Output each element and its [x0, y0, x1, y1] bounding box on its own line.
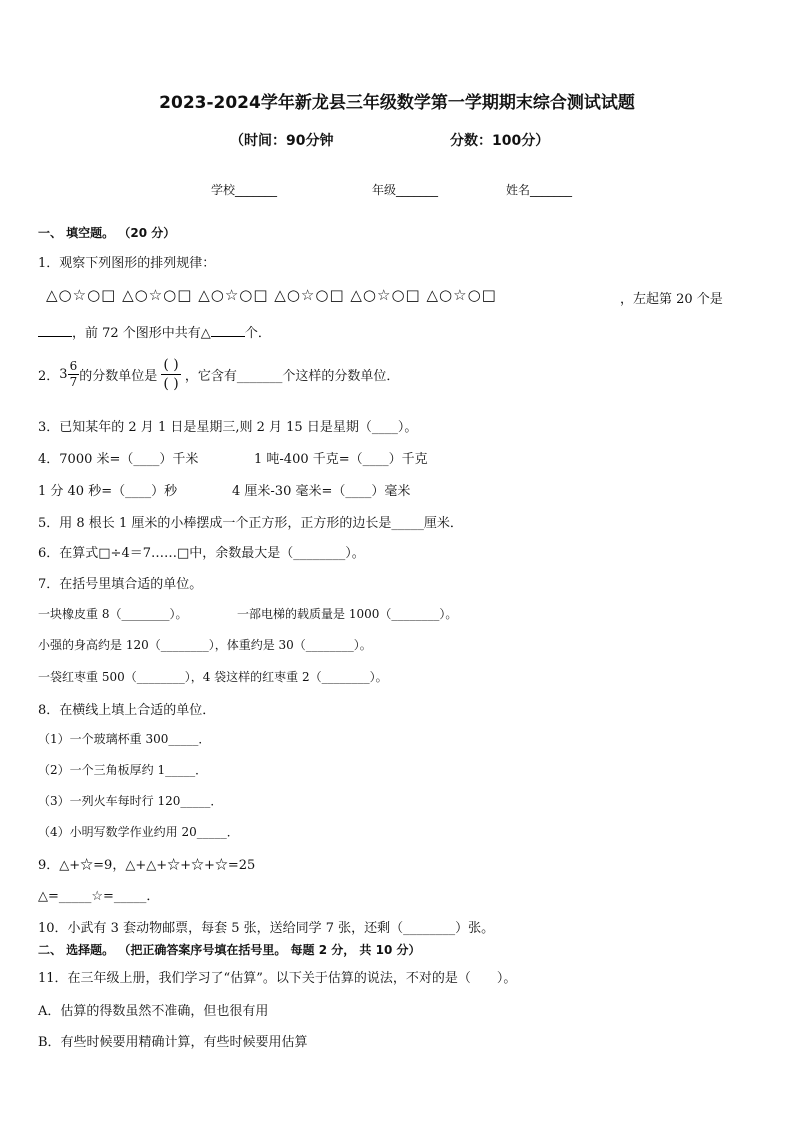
mixed-fraction: [68, 359, 80, 390]
question-1-tail: ，左起第 20 个是: [620, 292, 723, 307]
question-2-tail: ，它含有_______个这样的分数单位．: [184, 369, 400, 384]
question-4c: 1 分 40 秒=（____）秒: [38, 484, 178, 499]
question-8: 8．在横线上填上合适的单位．: [38, 703, 216, 718]
name-field: 姓名_______: [506, 183, 573, 197]
school-field: 学校_______: [211, 183, 278, 197]
grade-field: 年级_______: [372, 183, 439, 197]
answer-blank[interactable]: [211, 324, 245, 337]
question-9: 9．△+☆=9，△+△+☆+☆+☆=25: [38, 858, 256, 873]
answer-denominator[interactable]: ( ): [163, 376, 179, 392]
question-4d: 4 厘米-30 毫米=（____）毫米: [232, 484, 411, 499]
question-2-text: 的分数单位是: [79, 369, 158, 384]
question-5: 5．用 8 根长 1 厘米的小棒摆成一个正方形，正方形的边长是_____厘米．: [38, 516, 463, 531]
question-1-line2: [38, 322, 271, 341]
question-9-answer: △=_____☆=_____．: [38, 889, 160, 904]
section-2-heading: 二、 选择题。 （把正确答案序号填在括号里。 每题 2 分， 共 10 分）: [38, 943, 421, 957]
fraction-numerator: 6: [69, 359, 78, 373]
question-11: 11．在三年级上册，我们学习了“估算”。以下关于估算的说法，不对的是（ ）。: [38, 971, 517, 986]
answer-numerator[interactable]: ( ): [163, 357, 179, 373]
question-10: 10．小武有 3 套动物邮票，每套 5 张，送给同学 7 张，还剩（________）张。: [38, 921, 495, 936]
question-3: 3．已知某年的 2 月 1 日是星期三,则 2 月 15 日是星期（____）。: [38, 420, 418, 435]
section-1-heading: 一、 填空题。 （20 分）: [38, 226, 176, 240]
question-7b: 一部电梯的载质量是 1000（________）。: [237, 607, 458, 621]
question-2-number: 2．: [38, 369, 60, 384]
question-6: 6．在算式□÷4＝7……□中，余数最大是（________）。: [38, 546, 365, 561]
question-1-end: 个．: [244, 326, 271, 341]
answer-blank[interactable]: [38, 324, 72, 337]
question-7: 7．在括号里填合适的单位。: [38, 577, 203, 592]
mixed-whole: 3: [59, 367, 68, 382]
total-score: 分数：100分）: [450, 133, 550, 149]
question-8-2: （2）一个三角板厚约 1_____．: [38, 763, 208, 777]
question-8-1: （1）一个玻璃杯重 300_____．: [38, 732, 211, 746]
question-4a: 4．7000 米=（____）千米: [38, 452, 199, 467]
question-1-text: ，前 72 个图形中共有△: [72, 326, 211, 341]
question-1: 1．观察下列图形的排列规律：: [38, 256, 216, 271]
fraction-denominator: 7: [69, 375, 78, 389]
time-limit: （时间：90分钟: [230, 133, 334, 149]
shape-pattern: △○☆○□ △○☆○□ △○☆○□ △○☆○□ △○☆○□ △○☆○□: [46, 286, 497, 304]
question-7d: 一袋红枣重 500（________），4 袋这样的红枣重 2（________）。: [38, 670, 388, 684]
question-2: [38, 356, 399, 393]
question-7a: 一块橡皮重 8（________）。: [38, 607, 188, 621]
question-8-3: （3）一列火车每时行 120_____．: [38, 794, 223, 808]
question-8-4: （4）小明写数学作业约用 20_____．: [38, 825, 239, 839]
page-title: 2023-2024学年新龙县三年级数学第一学期期末综合测试试题: [159, 93, 635, 113]
question-7c: 小强的身高约是 120（________），体重约是 30（________）。: [38, 638, 372, 652]
answer-fraction[interactable]: [161, 356, 180, 393]
question-4b: 1 吨-400 千克=（____）千克: [254, 452, 428, 467]
option-b: B．有些时候要用精确计算，有些时候要用估算: [38, 1035, 308, 1050]
option-a: A．估算的得数虽然不准确，但也很有用: [38, 1004, 269, 1019]
